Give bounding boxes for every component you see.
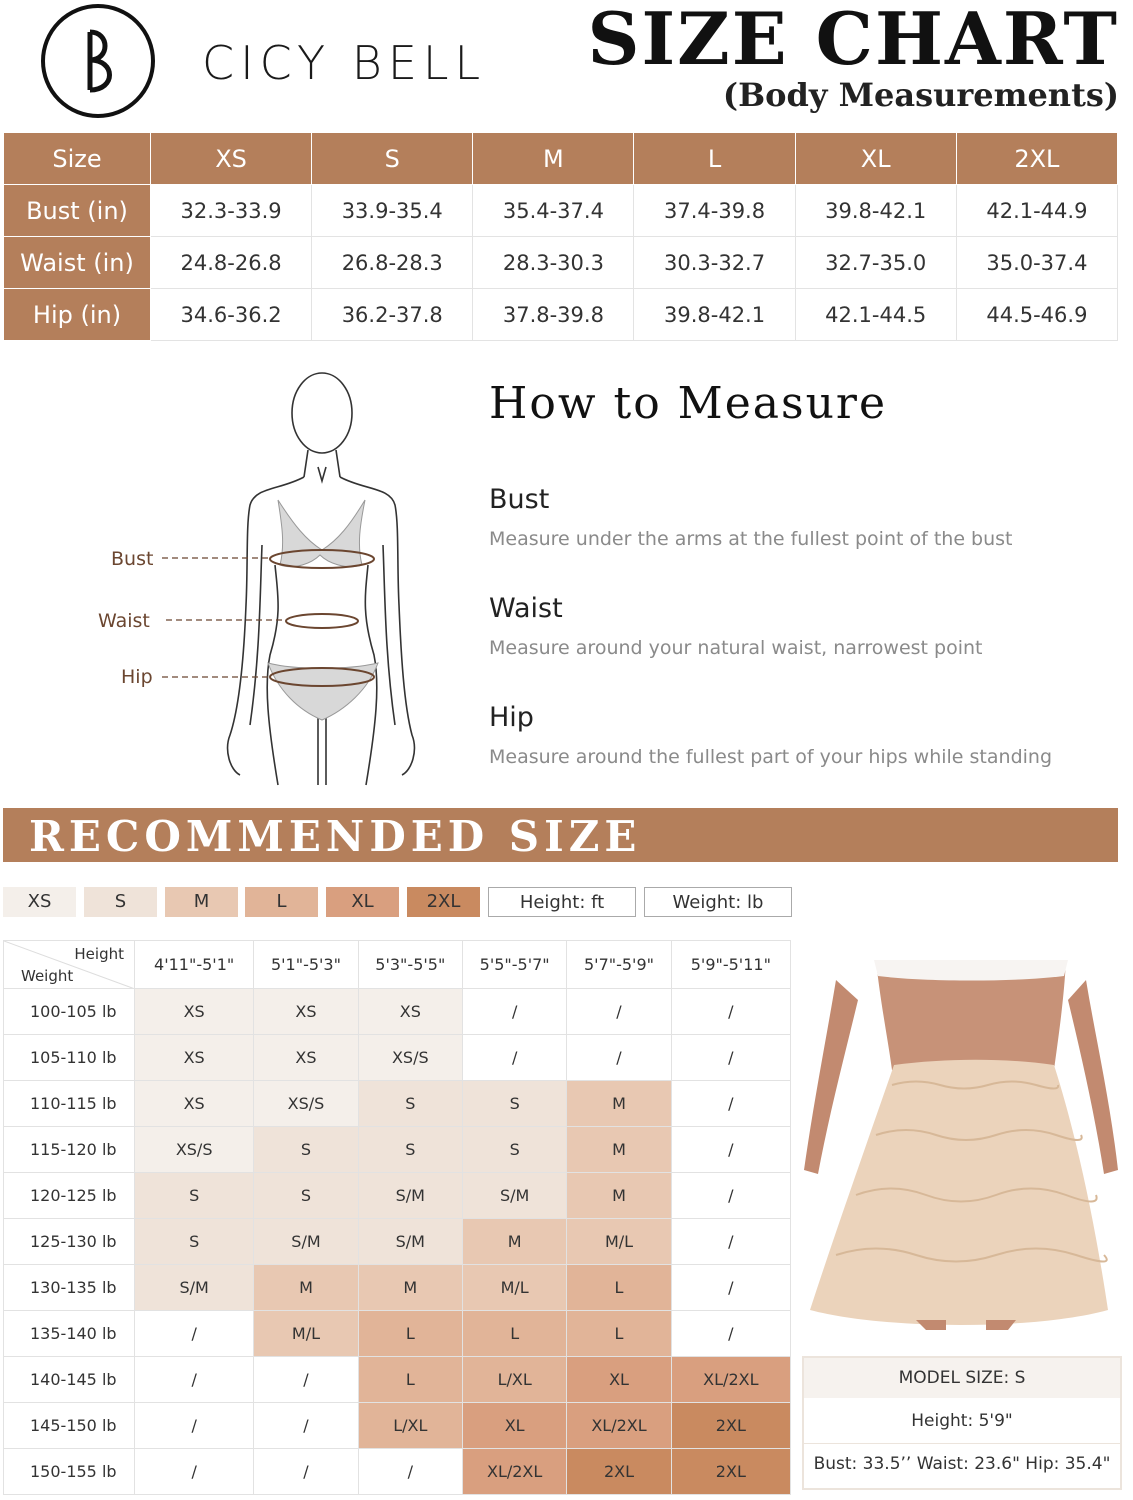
rec-size-cell: XL bbox=[462, 1403, 566, 1449]
rec-size-cell: 2XL bbox=[671, 1403, 790, 1449]
size-cell: 26.8-28.3 bbox=[312, 237, 473, 289]
rec-size-cell: S/M bbox=[358, 1173, 462, 1219]
legend-xs: XS bbox=[3, 887, 76, 917]
size-cell: 37.8-39.8 bbox=[473, 289, 634, 341]
rec-size-cell: / bbox=[462, 989, 566, 1035]
rec-size-cell: XS bbox=[135, 1035, 254, 1081]
rec-size-cell: S/M bbox=[462, 1173, 566, 1219]
model-skirt-photo bbox=[796, 960, 1118, 1330]
rec-row bbox=[4, 1173, 791, 1219]
rec-size-cell: XS bbox=[135, 989, 254, 1035]
weight-label: 135-140 lb bbox=[4, 1311, 135, 1357]
corner-height-label: Height bbox=[74, 945, 124, 963]
size-cell: 32.7-35.0 bbox=[795, 237, 956, 289]
rec-size-cell: 2XL bbox=[671, 1449, 790, 1495]
recommended-size-banner bbox=[3, 808, 1118, 862]
size-header-cell: XL bbox=[795, 133, 956, 185]
rec-size-cell: L bbox=[567, 1311, 671, 1357]
legend-xl: XL bbox=[326, 887, 399, 917]
rec-size-cell: XS/S bbox=[135, 1127, 254, 1173]
rec-size-cell: M bbox=[567, 1127, 671, 1173]
rec-size-cell: M/L bbox=[567, 1219, 671, 1265]
rec-size-cell: / bbox=[254, 1403, 358, 1449]
model-height: Height: 5'9" bbox=[804, 1398, 1120, 1444]
recommended-size-title: RECOMMENDED SIZE bbox=[29, 812, 642, 861]
rec-size-cell: / bbox=[671, 1173, 790, 1219]
rec-header-row bbox=[4, 941, 791, 989]
rec-size-cell: M bbox=[567, 1081, 671, 1127]
size-cell: 35.4-37.4 bbox=[473, 185, 634, 237]
rec-size-cell: / bbox=[671, 1311, 790, 1357]
rec-size-cell: / bbox=[671, 1081, 790, 1127]
rec-size-cell: M/L bbox=[462, 1265, 566, 1311]
rec-size-cell: / bbox=[671, 989, 790, 1035]
rec-row bbox=[4, 1311, 791, 1357]
measure-desc-hip: Measure around the fullest part of your hips while standing bbox=[489, 746, 1053, 768]
size-header-label: Size bbox=[4, 133, 151, 185]
rec-size-cell: S bbox=[358, 1127, 462, 1173]
rec-row bbox=[4, 1081, 791, 1127]
rec-size-cell: XL/2XL bbox=[567, 1403, 671, 1449]
size-cell: 32.3-33.9 bbox=[151, 185, 312, 237]
size-cell: 44.5-46.9 bbox=[956, 289, 1117, 341]
size-cell: 33.9-35.4 bbox=[312, 185, 473, 237]
rec-size-cell: / bbox=[671, 1035, 790, 1081]
model-measurements: Bust: 33.5’’ Waist: 23.6" Hip: 35.4" bbox=[813, 1454, 1111, 1474]
rec-size-cell: XS bbox=[135, 1081, 254, 1127]
size-cell: 35.0-37.4 bbox=[956, 237, 1117, 289]
measure-desc-waist: Measure around your natural waist, narrowest point bbox=[489, 637, 983, 659]
rec-size-cell: XS bbox=[254, 1035, 358, 1081]
rec-size-cell: / bbox=[567, 989, 671, 1035]
size-cell: 42.1-44.9 bbox=[956, 185, 1117, 237]
rec-size-cell: S/M bbox=[135, 1265, 254, 1311]
size-cell: 39.8-42.1 bbox=[795, 185, 956, 237]
legend-2xl: 2XL bbox=[407, 887, 480, 917]
how-to-measure-title: How to Measure bbox=[489, 378, 887, 429]
row-label: Waist (in) bbox=[4, 237, 151, 289]
size-header-cell: M bbox=[473, 133, 634, 185]
height-header: 5'9"-5'11" bbox=[671, 941, 790, 989]
rec-size-cell: S/M bbox=[254, 1219, 358, 1265]
size-cell: 30.3-32.7 bbox=[634, 237, 795, 289]
body-measurement-figure bbox=[90, 365, 430, 790]
rec-size-cell: S bbox=[462, 1127, 566, 1173]
measure-heading-hip: Hip bbox=[489, 702, 534, 733]
rec-size-cell: / bbox=[462, 1035, 566, 1081]
rec-body bbox=[4, 989, 791, 1495]
rec-size-cell: / bbox=[358, 1449, 462, 1495]
rec-row bbox=[4, 1219, 791, 1265]
size-cell: 37.4-39.8 bbox=[634, 185, 795, 237]
figure-label-waist: Waist bbox=[98, 610, 150, 632]
rec-size-cell: / bbox=[671, 1219, 790, 1265]
page-title: SIZE CHART bbox=[587, 0, 1119, 81]
rec-size-cell: XL bbox=[567, 1357, 671, 1403]
weight-label: 140-145 lb bbox=[4, 1357, 135, 1403]
rec-row bbox=[4, 1357, 791, 1403]
rec-size-cell: M bbox=[567, 1173, 671, 1219]
weight-label: 145-150 lb bbox=[4, 1403, 135, 1449]
rec-size-cell: / bbox=[671, 1265, 790, 1311]
size-row-hip bbox=[4, 289, 1118, 341]
rec-size-cell: S/M bbox=[358, 1219, 462, 1265]
height-header: 5'1"-5'3" bbox=[254, 941, 358, 989]
weight-label: 110-115 lb bbox=[4, 1081, 135, 1127]
rec-size-cell: / bbox=[135, 1311, 254, 1357]
legend-m: M bbox=[165, 887, 238, 917]
rec-size-cell: L bbox=[358, 1357, 462, 1403]
model-size: MODEL SIZE: S bbox=[804, 1358, 1120, 1398]
legend-s: S bbox=[84, 887, 157, 917]
size-header-cell: 2XL bbox=[956, 133, 1117, 185]
cicy-bell-logo-icon bbox=[38, 2, 158, 120]
height-header: 4'11"-5'1" bbox=[135, 941, 254, 989]
rec-size-cell: L/XL bbox=[462, 1357, 566, 1403]
weight-label: 115-120 lb bbox=[4, 1127, 135, 1173]
size-header-cell: L bbox=[634, 133, 795, 185]
rec-size-cell: XS/S bbox=[358, 1035, 462, 1081]
size-table bbox=[3, 132, 1118, 341]
size-row-bust bbox=[4, 185, 1118, 237]
row-label: Bust (in) bbox=[4, 185, 151, 237]
rec-row bbox=[4, 1127, 791, 1173]
measure-heading-waist: Waist bbox=[489, 593, 563, 624]
rec-size-cell: / bbox=[135, 1403, 254, 1449]
rec-size-cell: L bbox=[462, 1311, 566, 1357]
rec-size-cell: XL/2XL bbox=[462, 1449, 566, 1495]
size-cell: 24.8-26.8 bbox=[151, 237, 312, 289]
rec-size-cell: S bbox=[358, 1081, 462, 1127]
measure-heading-bust: Bust bbox=[489, 484, 550, 515]
rec-size-cell: M bbox=[462, 1219, 566, 1265]
weight-label: 100-105 lb bbox=[4, 989, 135, 1035]
model-info-box bbox=[802, 1356, 1122, 1490]
rec-size-cell: XS bbox=[254, 989, 358, 1035]
rec-size-cell: / bbox=[671, 1127, 790, 1173]
rec-size-cell: / bbox=[135, 1449, 254, 1495]
size-cell: 28.3-30.3 bbox=[473, 237, 634, 289]
rec-size-cell: S bbox=[254, 1173, 358, 1219]
figure-label-bust: Bust bbox=[111, 548, 154, 570]
rec-size-cell: M bbox=[254, 1265, 358, 1311]
rec-size-cell: / bbox=[254, 1449, 358, 1495]
rec-size-cell: M bbox=[358, 1265, 462, 1311]
size-header-cell: XS bbox=[151, 133, 312, 185]
weight-label: 125-130 lb bbox=[4, 1219, 135, 1265]
rec-size-cell: S bbox=[135, 1173, 254, 1219]
weight-label: 130-135 lb bbox=[4, 1265, 135, 1311]
size-row-waist bbox=[4, 237, 1118, 289]
rec-size-cell: 2XL bbox=[567, 1449, 671, 1495]
rec-row bbox=[4, 1403, 791, 1449]
size-cell: 36.2-37.8 bbox=[312, 289, 473, 341]
rec-row bbox=[4, 989, 791, 1035]
rec-size-cell: L bbox=[567, 1265, 671, 1311]
rec-size-cell: / bbox=[254, 1357, 358, 1403]
rec-row bbox=[4, 1035, 791, 1081]
size-cell: 39.8-42.1 bbox=[634, 289, 795, 341]
figure-label-hip: Hip bbox=[121, 666, 153, 688]
rec-size-cell: S bbox=[462, 1081, 566, 1127]
rec-size-cell: XS/S bbox=[254, 1081, 358, 1127]
row-label: Hip (in) bbox=[4, 289, 151, 341]
size-header-row bbox=[4, 133, 1118, 185]
rec-corner-cell bbox=[4, 941, 135, 989]
size-cell: 34.6-36.2 bbox=[151, 289, 312, 341]
height-header: 5'5"-5'7" bbox=[462, 941, 566, 989]
brand-name: CICY BELL bbox=[202, 36, 487, 90]
recommended-size-table bbox=[3, 940, 791, 1495]
rec-size-cell: L bbox=[358, 1311, 462, 1357]
rec-size-cell: L/XL bbox=[358, 1403, 462, 1449]
rec-size-cell: M/L bbox=[254, 1311, 358, 1357]
weight-label: 150-155 lb bbox=[4, 1449, 135, 1495]
rec-size-cell: / bbox=[567, 1035, 671, 1081]
rec-size-cell: XS bbox=[358, 989, 462, 1035]
weight-label: 120-125 lb bbox=[4, 1173, 135, 1219]
legend-height-unit: Height: ft bbox=[488, 887, 636, 917]
height-header: 5'3"-5'5" bbox=[358, 941, 462, 989]
height-header: 5'7"-5'9" bbox=[567, 941, 671, 989]
legend-l: L bbox=[245, 887, 318, 917]
rec-row bbox=[4, 1449, 791, 1495]
measure-desc-bust: Measure under the arms at the fullest point of the bust bbox=[489, 528, 1013, 550]
rec-size-cell: XL/2XL bbox=[671, 1357, 790, 1403]
rec-size-cell: / bbox=[135, 1357, 254, 1403]
legend-weight-unit: Weight: lb bbox=[644, 887, 792, 917]
size-cell: 42.1-44.5 bbox=[795, 289, 956, 341]
rec-size-cell: S bbox=[135, 1219, 254, 1265]
rec-row bbox=[4, 1265, 791, 1311]
weight-label: 105-110 lb bbox=[4, 1035, 135, 1081]
page-subtitle: (Body Measurements) bbox=[722, 76, 1119, 114]
size-header-cell: S bbox=[312, 133, 473, 185]
rec-size-cell: S bbox=[254, 1127, 358, 1173]
corner-weight-label: Weight bbox=[21, 967, 74, 985]
